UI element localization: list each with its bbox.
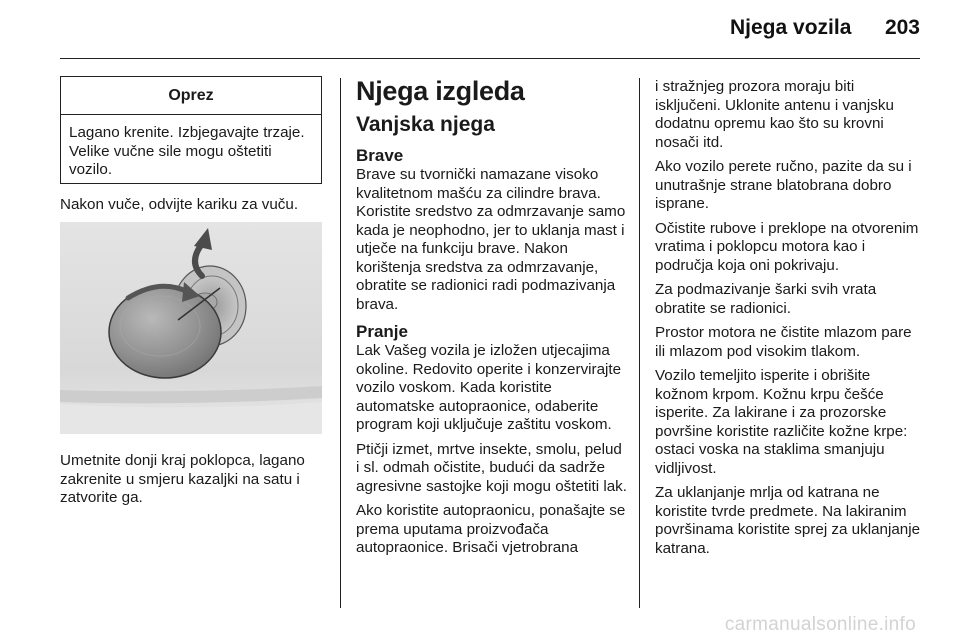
paragraph: Ptičji izmet, mrtve insekte, smolu, pelud i sl. odmah očistite, budući da sadrže agresivne sastojke koji mogu oštetiti lak.: [356, 440, 627, 495]
middle-column: [356, 76, 628, 564]
paragraph: Za podmazivanje šarki svih vrata obratite se radionici.: [655, 281, 877, 317]
paragraph: Lak Vašeg vozila je izložen utjecajima okoline. Redovito operite i konzervirajte vozilo voskom. Kada koristite automatske autopraonice, odaberite program koji uključuje zaštitu voskom.: [356, 342, 622, 433]
page-number: 203: [884, 16, 920, 39]
caution-text: Lagano krenite. Izbjegavajte trzaje. Velike vučne sile mogu oštetiti vozilo.: [69, 124, 305, 178]
figure-drawing: [60, 222, 322, 434]
paragraph: Ako koristite autopraonicu, ponašajte se prema uputama proizvođača autopraonice. Brisači vjetrobrana: [356, 502, 626, 556]
section-heading-pranje: Pranje: [356, 322, 408, 341]
column-divider-left: [340, 78, 341, 608]
paragraph: Očistite rubove i preklope na otvorenim vratima i poklopcu motora kao i područja koja oni pokrivaju.: [655, 219, 919, 274]
left-column-text-1: [60, 196, 328, 221]
section-heading-brave: Brave: [356, 146, 404, 165]
paragraph: Prostor motora ne čistite mlazom pare ili mlazom pod visokim tlakom.: [655, 324, 912, 360]
sub-heading: Vanjska njega: [356, 113, 495, 136]
paragraph: i stražnjeg prozora moraju biti isključeni. Uklonite antenu i vanjsku dodatnu opremu kao što su krovni nosači itd.: [655, 78, 894, 151]
caution-box: [60, 76, 322, 184]
column-divider-right: [639, 78, 640, 608]
paragraph: Vozilo temeljito isperite i obrišite kožnom krpom. Kožnu krpu češće isperite. Za lakirane i za prozorske površine koristite različite kožne krpe: ostaci voska na staklima smanjuju vidljivost.: [655, 367, 908, 477]
section-title: Njega vozila: [730, 16, 852, 39]
watermark: carmanualsonline.info: [724, 614, 916, 635]
paragraph: Nakon vuče, odvijte kariku za vuču.: [60, 196, 299, 213]
paragraph: Umetnite donji kraj poklopca, lagano zakrenite u smjeru kazaljki na satu i zatvorite ga.: [60, 452, 305, 506]
main-heading: Njega izgleda: [356, 76, 525, 106]
tow-eye-cover-illustration: [60, 222, 322, 434]
paragraph: Za uklanjanje mrlja od katrana ne koristite tvrde predmete. Na lakiranim površinama koristite sprej za uklanjanje katrana.: [655, 484, 921, 557]
right-column: [655, 78, 923, 564]
paragraph: Brave su tvornički namazane visoko kvalitetnom mašću za cilindre brava. Koristite sredstvo za odmrzavanje samo kada je neophodno, jer to uklanja mast i utječe na funkciju brave. Nakon korištenja sredstva za odmrzavanje, obratite se radionici radi podmazivanja brava.: [356, 166, 626, 313]
header-rule: [60, 58, 920, 59]
left-column-text-2: [60, 452, 328, 514]
caution-title: Oprez: [61, 77, 321, 115]
paragraph: Ako vozilo perete ručno, pazite da su i unutrašnje strane blatobrana dobro isprane.: [655, 158, 912, 212]
